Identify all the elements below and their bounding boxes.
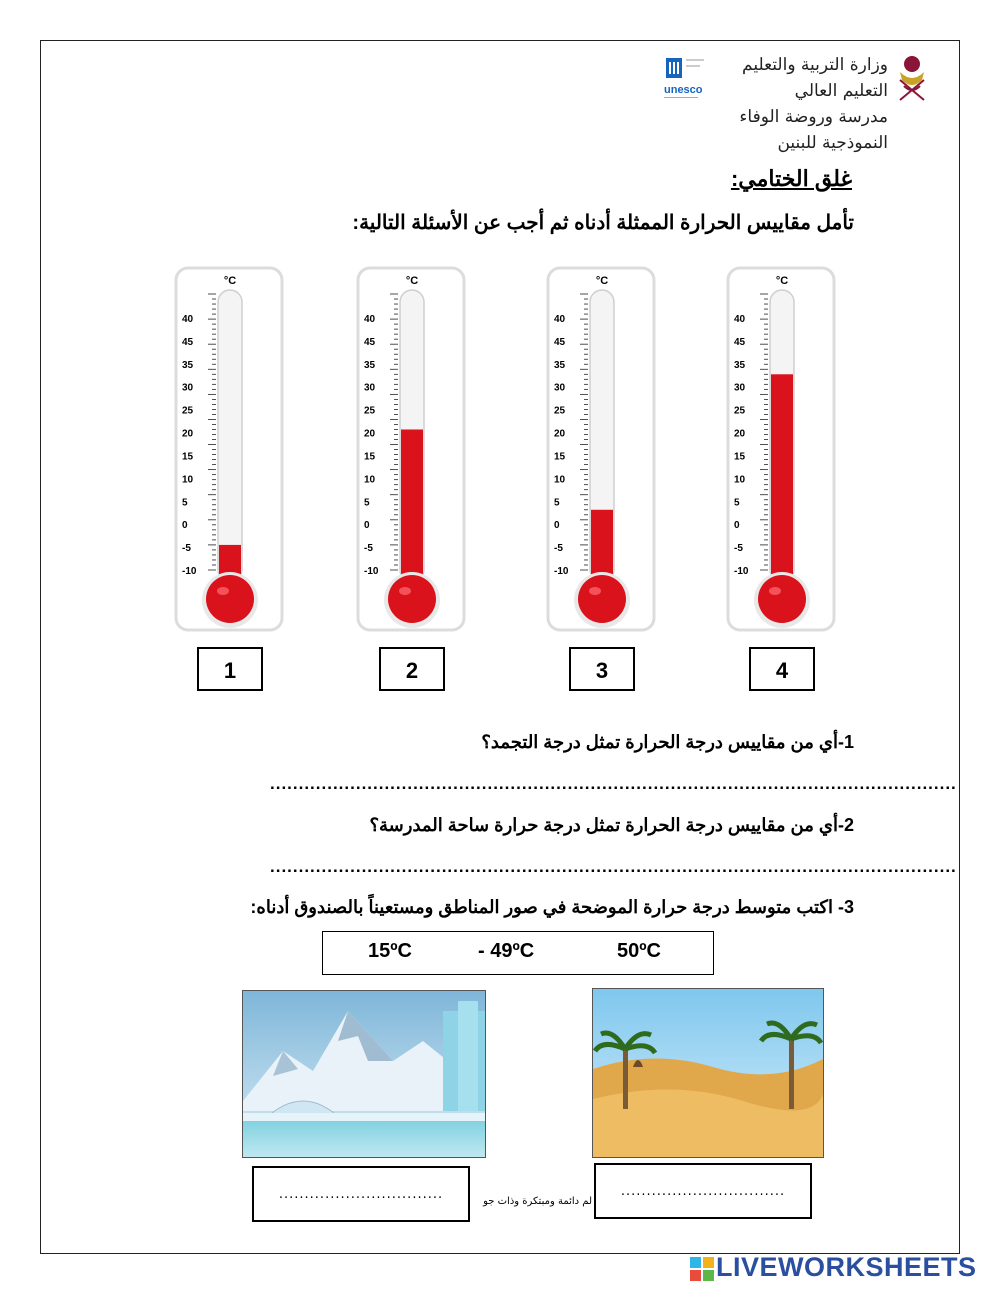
scale-label: 35 xyxy=(734,359,746,371)
bulb xyxy=(578,575,626,623)
closing-title: غلق الختامي: xyxy=(730,166,852,191)
unit-label: °C xyxy=(223,275,237,287)
thermometer-number: 1 xyxy=(223,658,237,683)
scale-label: 0 xyxy=(182,520,188,532)
ministry-line-1: وزارة التربية والتعليم التعليم العالي xyxy=(742,55,888,101)
scale-label: 20 xyxy=(554,428,566,440)
scale-label: 10 xyxy=(182,474,194,486)
scale-label: 10 xyxy=(364,474,376,486)
scale-label: 45 xyxy=(182,336,194,348)
scale-label: -10 xyxy=(182,566,197,577)
scale-label: 25 xyxy=(182,405,194,417)
scale-label: 5 xyxy=(734,497,740,509)
scale-label: 20 xyxy=(182,428,194,440)
scale-label: -10 xyxy=(734,566,749,577)
unit-label: °C xyxy=(775,275,789,287)
scale-label: 35 xyxy=(182,359,194,371)
scale-label: 40 xyxy=(364,314,376,325)
scale-label: 40 xyxy=(734,314,746,325)
unit-label: °C xyxy=(405,275,419,287)
unit-label: °C xyxy=(595,275,609,287)
scale-label: 30 xyxy=(364,382,376,394)
answer-box-arctic[interactable]: ................................ xyxy=(252,1166,470,1222)
thermometer-number: 3 xyxy=(595,658,609,683)
scale-label: 0 xyxy=(554,520,560,532)
unesco-logo xyxy=(664,56,706,102)
temp-option-15: 15ºC xyxy=(368,940,412,962)
scale-label: 15 xyxy=(554,451,566,463)
scale-label: 25 xyxy=(364,405,376,417)
unesco-temple-icon xyxy=(664,56,706,80)
scale-label: 0 xyxy=(364,520,370,532)
scale-label: 40 xyxy=(554,314,566,325)
scale-label: 30 xyxy=(182,382,194,394)
temp-option-minus-49: - 49ºC xyxy=(478,940,535,962)
scale-label: -5 xyxy=(182,543,191,555)
mercury-column xyxy=(771,374,793,586)
liveworksheets-logo-icon xyxy=(690,1257,714,1281)
scale-label: 30 xyxy=(734,382,746,394)
scale-label: -5 xyxy=(734,543,743,555)
footer-text: لم دائمة ومبتكرة وذات جو xyxy=(483,1196,592,1207)
scale-label: 20 xyxy=(364,428,376,440)
thermometer-number: 4 xyxy=(775,658,789,683)
scale-label: 35 xyxy=(554,359,566,371)
instruction-text: تأمل مقاييس الحرارة الممثلة أدناه ثم أجب عن الأسئلة التالية: xyxy=(352,212,854,234)
thermometer-3 xyxy=(548,268,654,690)
scale-label: -10 xyxy=(364,566,379,577)
scale-label: 45 xyxy=(554,336,566,348)
thermometer-number: 2 xyxy=(405,658,419,683)
scale-label: 5 xyxy=(364,497,370,509)
liveworksheets-brand: LIVEWORKSHEETS xyxy=(716,1252,977,1282)
scale-label: 10 xyxy=(554,474,566,486)
scale-label: 40 xyxy=(182,314,194,325)
bulb xyxy=(388,575,436,623)
scale-label: 15 xyxy=(734,451,746,463)
scale-label: -10 xyxy=(554,566,569,577)
scale-label: -5 xyxy=(364,543,373,555)
scale-label: 25 xyxy=(554,405,566,417)
question-2: 2-أي من مقاييس درجة الحرارة تمثل درجة حرارة ساحة المدرسة؟ xyxy=(369,815,854,835)
answer-line-2[interactable]: ........................................................................................................................ xyxy=(270,857,957,876)
scale-label: 20 xyxy=(734,428,746,440)
bulb xyxy=(758,575,806,623)
qatar-emblem-icon xyxy=(894,50,930,106)
arctic-image xyxy=(242,990,486,1158)
answer-line-1[interactable]: ........................................................................................................................ xyxy=(270,774,957,793)
scale-label: 35 xyxy=(364,359,376,371)
school-name: مدرسة وروضة الوفاء النموذجية للبنين xyxy=(739,107,888,153)
scale-label: 45 xyxy=(364,336,376,348)
thermometers-figure xyxy=(150,256,850,710)
scale-label: -5 xyxy=(554,543,563,555)
scale-label: 15 xyxy=(364,451,376,463)
unesco-label: unesco xyxy=(664,84,703,96)
thermometer-4 xyxy=(728,268,834,690)
thermometers-svg xyxy=(150,256,850,710)
answer-box-desert[interactable]: ................................ xyxy=(594,1163,812,1219)
mercury-column xyxy=(401,429,423,586)
temp-option-50: 50ºC xyxy=(617,940,661,962)
scale-label: 5 xyxy=(554,497,560,509)
scale-label: 30 xyxy=(554,382,566,394)
scale-label: 5 xyxy=(182,497,188,509)
ministry-name xyxy=(700,52,888,156)
scale-label: 45 xyxy=(734,336,746,348)
thermometer-1 xyxy=(176,268,282,690)
desert-image xyxy=(592,988,824,1158)
question-3: 3- اكتب متوسط درجة حرارة الموضحة في صور المناطق ومستعيناً بالصندوق أدناه: xyxy=(250,897,854,917)
thermometer-2 xyxy=(358,268,464,690)
bulb xyxy=(206,575,254,623)
scale-label: 10 xyxy=(734,474,746,486)
question-1: 1-أي من مقاييس درجة الحرارة تمثل درجة التجمد؟ xyxy=(481,732,854,752)
scale-label: 25 xyxy=(734,405,746,417)
scale-label: 0 xyxy=(734,520,740,532)
scale-label: 15 xyxy=(182,451,194,463)
